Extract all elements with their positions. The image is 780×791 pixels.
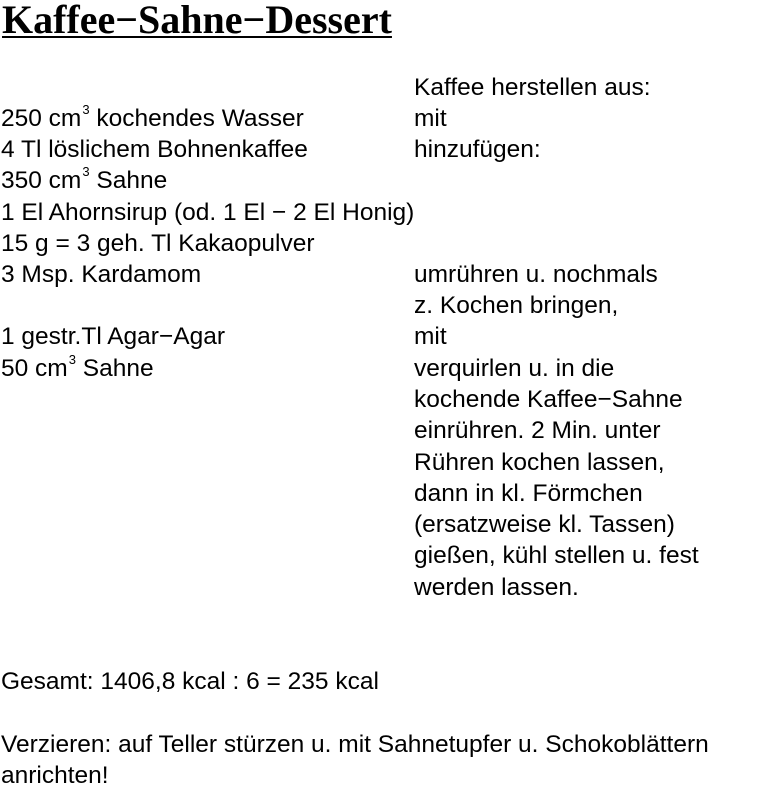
instruction-line: kochende Kaffee−Sahne: [414, 386, 683, 413]
instruction-line: mit: [414, 323, 447, 350]
recipe-title: Kaffee−Sahne−Dessert: [2, 0, 392, 42]
instruction-line: Rühren kochen lassen,: [414, 449, 665, 476]
ingredient-syrup: 1 El Ahornsirup (od. 1 El − 2 El Honig): [1, 199, 415, 226]
instruction-line: (ersatzweise kl. Tassen): [414, 511, 675, 538]
instruction-line: mit: [414, 105, 447, 132]
ingredient-water: [1, 101, 304, 134]
ingredient-amount: 350 cm: [1, 167, 82, 194]
instruction-line: verquirlen u. in die: [414, 355, 615, 382]
garnish-line: anrichten!: [1, 762, 109, 789]
ingredient-cocoa: 15 g = 3 geh. Tl Kakaopulver: [1, 230, 315, 257]
instruction-line: werden lassen.: [414, 574, 579, 601]
unit-superscript: 3: [68, 351, 76, 367]
instruction-line: hinzufügen:: [414, 136, 541, 163]
ingredient-cream: [1, 163, 168, 196]
instruction-line: Kaffee herstellen aus:: [414, 74, 651, 101]
instruction-line: gießen, kühl stellen u. fest: [414, 542, 699, 569]
ingredient-cream-small: [1, 351, 154, 384]
calorie-total: Gesamt: 1406,8 kcal : 6 = 235 kcal: [1, 668, 379, 695]
unit-superscript: 3: [82, 163, 90, 179]
unit-superscript: 3: [82, 101, 90, 117]
instruction-line: einrühren. 2 Min. unter: [414, 417, 661, 444]
instruction-line: z. Kochen bringen,: [414, 292, 619, 319]
garnish-line: Verzieren: auf Teller stürzen u. mit Sahnetupfer u. Schokoblättern: [1, 731, 709, 758]
ingredient-agar: 1 gestr.Tl Agar−Agar: [1, 323, 226, 350]
ingredient-amount: 50 cm: [1, 355, 68, 382]
ingredient-coffee: 4 Tl löslichem Bohnenkaffee: [1, 136, 308, 163]
ingredient-amount: 250 cm: [1, 105, 82, 132]
ingredient-text: Sahne: [89, 167, 168, 194]
ingredient-text: kochendes Wasser: [89, 105, 304, 132]
instruction-line: dann in kl. Förmchen: [414, 480, 643, 507]
ingredient-cardamom: 3 Msp. Kardamom: [1, 261, 202, 288]
instruction-line: umrühren u. nochmals: [414, 261, 658, 288]
ingredient-text: Sahne: [75, 355, 154, 382]
